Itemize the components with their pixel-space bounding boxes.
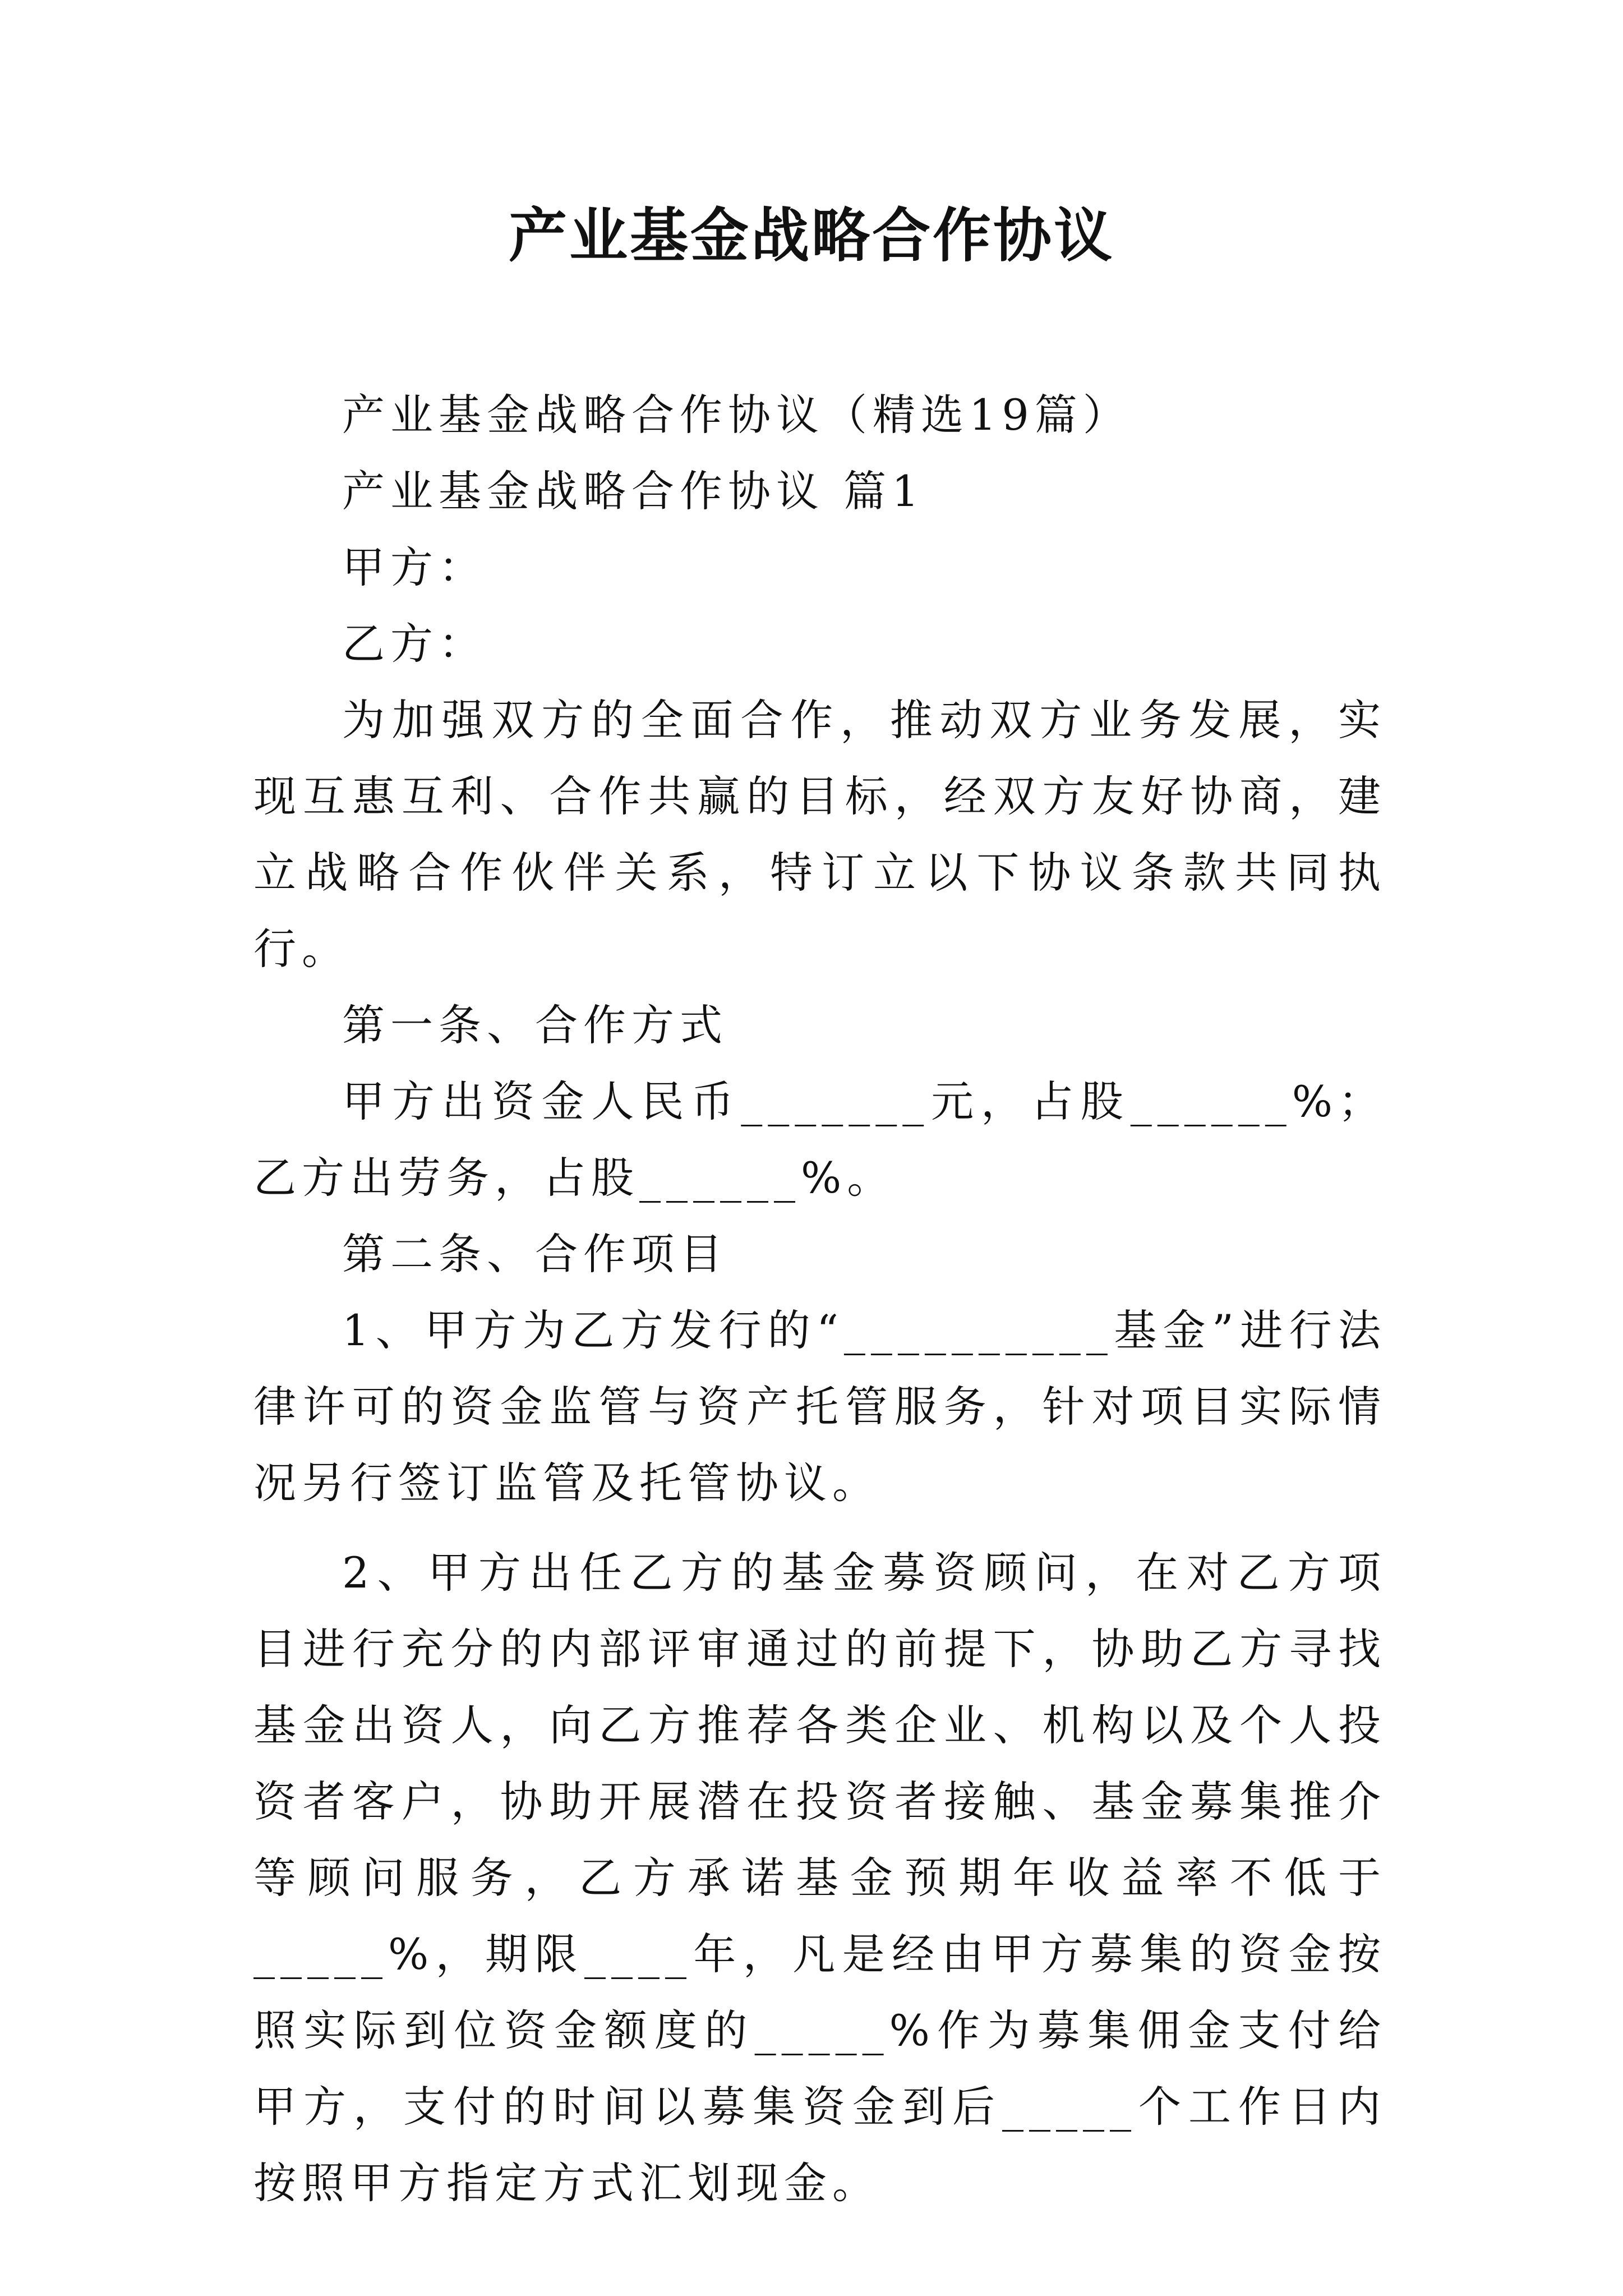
party-a-line: 甲方： xyxy=(342,542,487,592)
document-body xyxy=(253,377,1386,2221)
article-2-item-1: 1、甲方为乙方发行的“__________基金”进行法律许可的资金监管与资产托管服务，针对项目实际情况另行签订监管及托管协议。 xyxy=(253,1305,1386,1508)
subtitle-paragraph: 产业基金战略合作协议（精选19篇） xyxy=(342,390,1131,440)
article-1-heading: 第一条、合作方式 xyxy=(342,1000,728,1050)
section-heading: 产业基金战略合作协议 篇1 xyxy=(342,466,925,516)
document-title: 产业基金战略合作协议 xyxy=(508,201,1114,270)
article-2-item-2: 2、甲方出任乙方的基金募资顾问，在对乙方项目进行充分的内部评审通过的前提下，协助乙方寻找基金出资人，向乙方推荐各类企业、机构以及个人投资者客户，协助开展潜在投资者接触、基金募集推介等顾问服务，乙方承诺基金预期年收益率不低于_____%，期限____年，凡是经由甲方募集的资金按照实际到位资金额度的_____%作为募集佣金支付给甲方，支付的时间以募集资金到后_____个工作日内按照甲方指定方式汇划现金。 xyxy=(253,1548,1386,2208)
preamble-paragraph: 为加强双方的全面合作，推动双方业务发展，实现互惠互利、合作共赢的目标，经双方友好协商，建立战略合作伙伴关系，特订立以下协议条款共同执行。 xyxy=(253,695,1386,974)
party-b-line: 乙方： xyxy=(342,619,487,669)
article-2-heading: 第二条、合作项目 xyxy=(342,1229,728,1279)
article-1-body: 甲方出资金人民币_______元，占股______%；乙方出劳务，占股______%。 xyxy=(253,1076,1386,1203)
